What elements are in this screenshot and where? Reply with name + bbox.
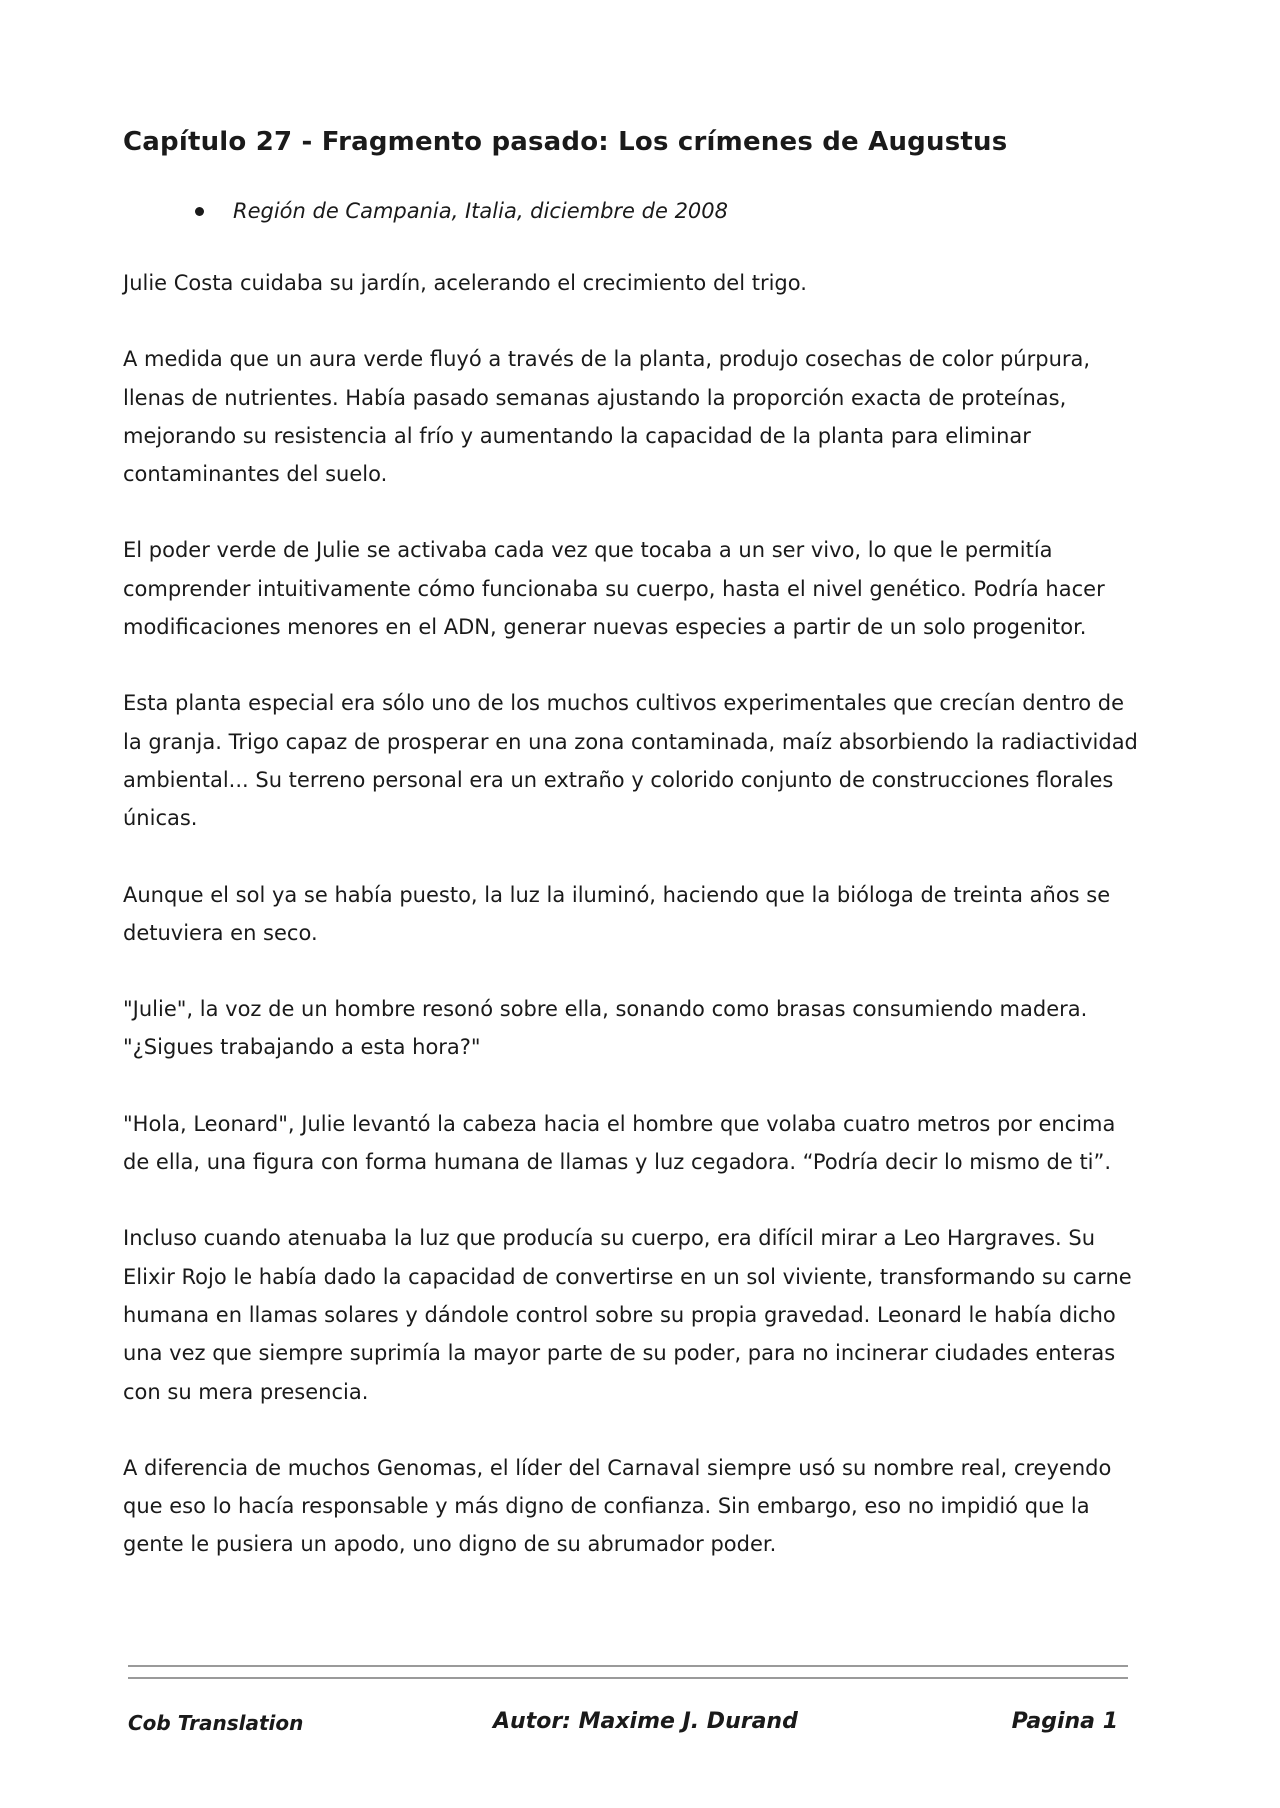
location-text: Región de Campania, Italia, diciembre de 2008 xyxy=(233,199,729,223)
page-content xyxy=(123,122,1143,1602)
paragraph: A diferencia de muchos Genomas, el líder del Carnaval siempre usó su nombre real, creyendo que eso lo hacía responsable y más digno de confianza. Sin embargo, eso no impidió que la gente le pusiera un apodo, uno digno de su abrumador poder. xyxy=(123,1455,1112,1557)
bullet-dot-icon xyxy=(195,207,204,216)
paragraph: El poder verde de Julie se activaba cada vez que tocaba a un ser vivo, lo que le permitía comprender intuitivamente cómo funcionaba su cuerpo, hasta el nivel genético. Podría hacer modificaciones menores en el ADN, generar nuevas especies a partir de un solo progenitor. xyxy=(123,538,1105,640)
paragraph: Esta planta especial era sólo uno de los muchos cultivos experimentales que crecían dentro de la granja. Trigo capaz de prosperar en una zona contaminada, maíz absorbiendo la radiactividad ambiental... Su terreno personal era un extraño y colorido conjunto de construcciones florales únicas. xyxy=(123,691,1138,831)
location-list xyxy=(123,192,1143,230)
footer-row xyxy=(128,1705,1128,1745)
footer-divider xyxy=(128,1665,1128,1667)
footer-author: Autor: Maxime J. Durand xyxy=(493,1709,798,1734)
paragraph: Julie Costa cuidaba su jardín, acelerando el crecimiento del trigo. xyxy=(123,271,807,295)
paragraph: Aunque el sol ya se había puesto, la luz la iluminó, haciendo que la bióloga de treinta años se detuviera en seco. xyxy=(123,882,1111,945)
footer-translator: Cob Translation xyxy=(128,1711,304,1735)
footer-divider xyxy=(128,1677,1128,1679)
paragraph: "Hola, Leonard", Julie levantó la cabeza hacia el hombre que volaba cuatro metros por encima de ella, una figura con forma humana de llamas y luz cegadora. “Podría decir lo mismo de ti”. xyxy=(123,1111,1116,1175)
chapter-title: Capítulo 27 - Fragmento pasado: Los crímenes de Augustus xyxy=(123,127,1008,157)
page-footer xyxy=(128,1665,1128,1745)
paragraph: Incluso cuando atenuaba la luz que producía su cuerpo, era difícil mirar a Leo Hargraves. Su Elixir Rojo le había dado la capacidad de convertirse en un sol viviente, transformando su carne humana en llamas solares y dándole control sobre su propia gravedad. Leonard le había dicho una vez que siempre suprimía la mayor parte de su poder, para no incinerar ciudades enteras con su mera presencia. xyxy=(123,1226,1132,1404)
footer-page-number: Pagina 1 xyxy=(1011,1709,1118,1734)
paragraph: A medida que un aura verde fluyó a través de la planta, produjo cosechas de color púrpura, llenas de nutrientes. Había pasado semanas ajustando la proporción exacta de proteínas, mejorando su resistencia al frío y aumentando la capacidad de la planta para eliminar contaminantes del suelo. xyxy=(123,347,1091,487)
paragraph: "Julie", la voz de un hombre resonó sobre ella, sonando como brasas consumiendo madera. "¿Sigues trabajando a esta hora?" xyxy=(123,997,1088,1060)
location-item xyxy=(195,192,1143,230)
